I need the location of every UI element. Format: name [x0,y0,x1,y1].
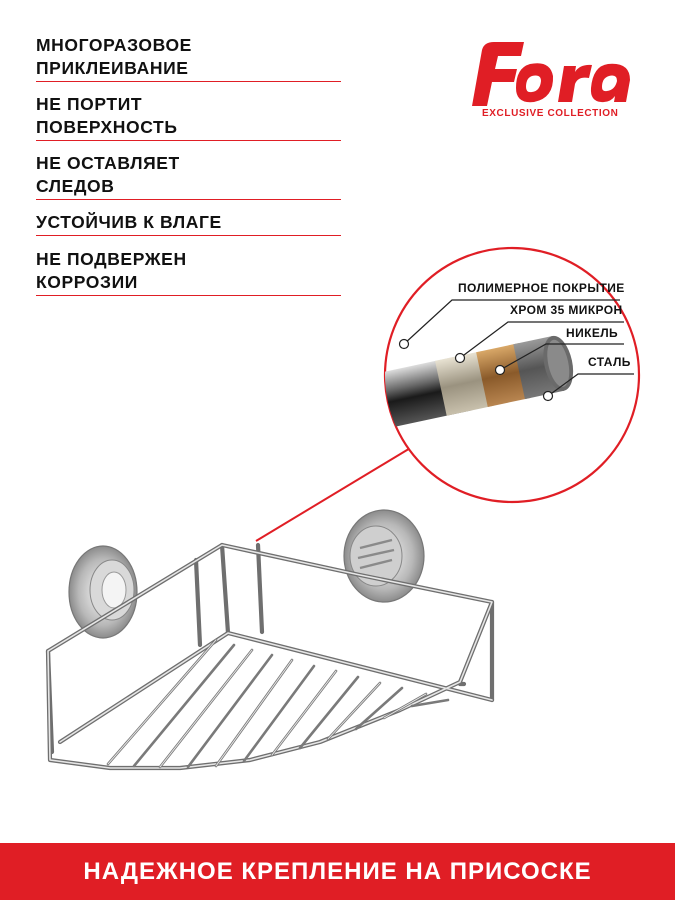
layer-dot [400,340,409,349]
feature-line: НЕ ПОРТИТ [36,94,143,114]
feature-line: ПРИКЛЕИВАНИЕ [36,58,189,78]
suction-cup-right [344,510,424,602]
feature-line: МНОГОРАЗОВОЕ [36,35,192,55]
feature-line: УСТОЙЧИВ К ВЛАГЕ [36,212,222,232]
layer-label-polymer: ПОЛИМЕРНОЕ ПОКРЫТИЕ [458,281,625,295]
feature-line: СЛЕДОВ [36,176,115,196]
layer-label-chrome: ХРОМ 35 МИКРОН [510,303,623,317]
feature-line: ПОВЕРХНОСТЬ [36,117,178,137]
footer-banner [0,843,675,900]
layer-dot [496,366,505,375]
feature-line: НЕ ОСТАВЛЯЕТ [36,153,180,173]
feature-line: НЕ ПОДВЕРЖЕН [36,249,187,269]
layer-label-nickel: НИКЕЛЬ [566,326,619,340]
feature-line: КОРРОЗИИ [36,272,138,292]
suction-cup-left [69,546,137,638]
layer-dot [456,354,465,363]
layer-dot [544,392,553,401]
footer-text: НАДЕЖНОЕ КРЕПЛЕНИЕ НА ПРИСОСКЕ [83,857,592,885]
layer-label-steel: СТАЛЬ [588,355,631,369]
brand-subtitle: EXCLUSIVE COLLECTION [482,108,619,119]
